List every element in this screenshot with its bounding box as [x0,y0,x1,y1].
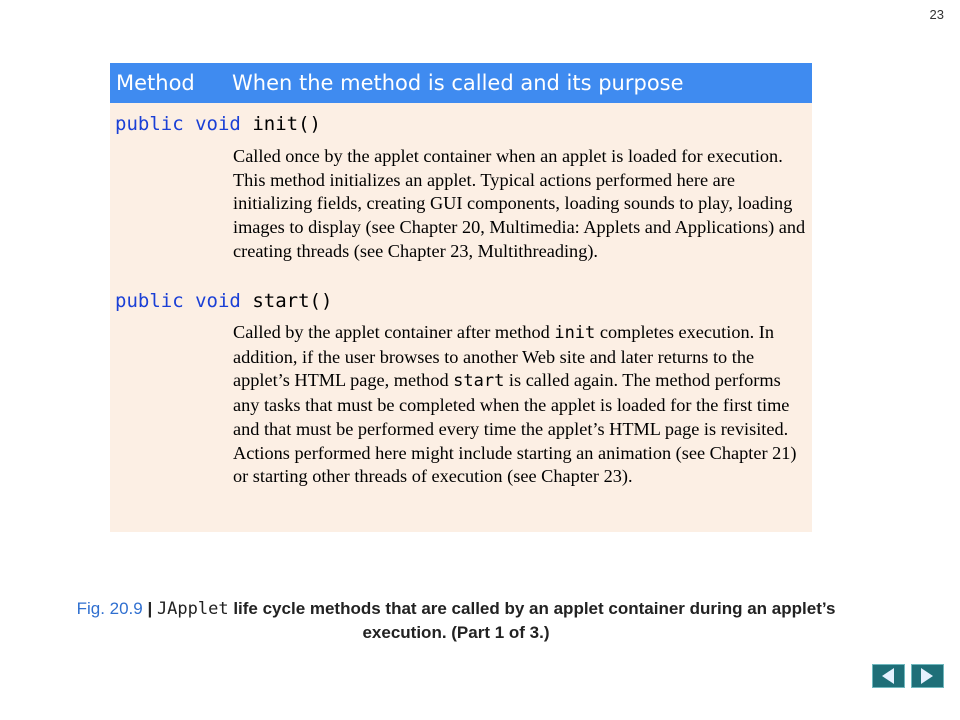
header-method: Method [116,71,195,95]
figure-label: Fig. 20.9 [76,599,143,618]
method-table [110,63,812,532]
triangle-right-icon [919,668,935,684]
next-slide-button[interactable] [911,664,944,688]
header-purpose: When the method is called and its purpose [232,71,684,95]
code-init: init [554,323,596,343]
prev-slide-button[interactable] [872,664,905,688]
triangle-left-icon [880,668,896,684]
method-description-start: Called by the applet container after method init completes execution. In addition, if the user browses to another Web site and later returns to the applet’s HTML page, method start is called again. The method performs any tasks that must be completed when the applet is loaded for the first time and that must be performed every time the applet’s HTML page is revisited. Actions performed here might include starting an animation (see Chapter 21) or starting other threads of execution (see Chapter 23). [233,322,797,487]
method-signature-start: public void start() [115,290,333,312]
code-start: start [453,371,505,392]
caption-code: JApplet [156,599,229,619]
table-header [110,63,812,103]
figure-caption: Fig. 20.9 | JApplet life cycle methods that are called by an applet container during an applet’s execution. (Part 1 of 3.) [76,599,836,642]
method-signature-init: public void init() [115,113,321,135]
method-description-init: Called once by the applet container when an applet is loaded for execution. This method initializes an applet. Typical actions performed here are initializing fields, creating GUI components, loading sounds to play, loading images to display (see Chapter 20, Multimedia: Applets and Applications) and creating threads (see Chapter 23, Multithreading). [233,146,806,261]
page-number: 23 [929,7,944,22]
